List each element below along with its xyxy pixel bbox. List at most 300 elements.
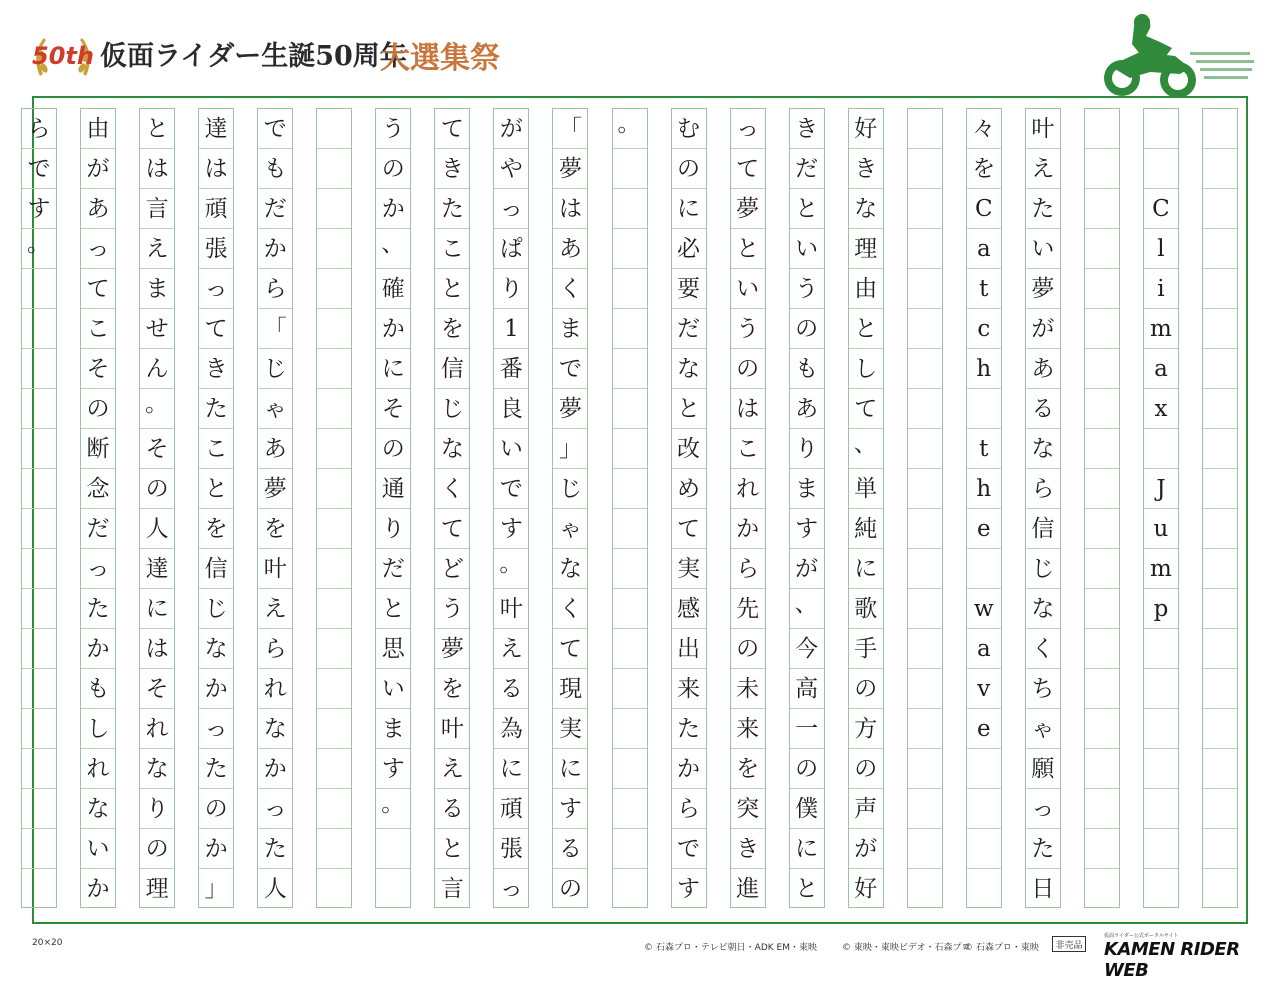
manuscript-column xyxy=(139,108,175,908)
manuscript-character: 感 xyxy=(677,595,701,622)
manuscript-character: だ xyxy=(86,515,110,542)
manuscript-character: に xyxy=(795,835,819,862)
manuscript-character: せ xyxy=(145,315,169,342)
manuscript-character: m xyxy=(1150,315,1172,342)
manuscript-character: の xyxy=(381,155,405,182)
manuscript-character: す xyxy=(499,515,523,542)
manuscript-column xyxy=(907,108,943,908)
manuscript-character: 頑 xyxy=(499,795,523,822)
manuscript-character: 。 xyxy=(145,391,169,417)
manuscript-character: い xyxy=(499,435,523,462)
manuscript-column xyxy=(671,108,707,908)
manuscript-character: l xyxy=(1157,235,1165,262)
manuscript-character: じ xyxy=(558,475,582,502)
manuscript-column xyxy=(848,108,884,908)
manuscript-character: う xyxy=(736,315,760,342)
manuscript-character: 叶 xyxy=(263,555,287,582)
manuscript-character: と xyxy=(204,475,228,502)
manuscript-character: 断 xyxy=(86,435,110,462)
manuscript-character: た xyxy=(86,595,110,622)
manuscript-character: 叶 xyxy=(440,715,464,742)
manuscript-character: a xyxy=(1154,355,1168,382)
manuscript-character: が xyxy=(86,155,110,182)
manuscript-character: な xyxy=(677,355,701,382)
manuscript-character: ゃ xyxy=(558,515,582,542)
manuscript-character: の xyxy=(86,395,110,422)
manuscript-character: 1 xyxy=(504,315,519,342)
manuscript-character: ぱ xyxy=(499,235,523,262)
manuscript-character: い xyxy=(381,675,405,702)
manuscript-character: か xyxy=(381,315,405,342)
manuscript-character: く xyxy=(558,275,582,302)
manuscript-character: っ xyxy=(86,555,110,582)
manuscript-character: き xyxy=(204,355,228,382)
manuscript-character: 今 xyxy=(795,635,819,662)
manuscript-character: 、 xyxy=(794,591,818,617)
manuscript-character: 純 xyxy=(854,515,878,542)
manuscript-character: じ xyxy=(263,355,287,382)
manuscript-character: x xyxy=(1154,395,1168,422)
manuscript-character: の xyxy=(145,475,169,502)
manuscript-character: 夢 xyxy=(558,395,582,422)
manuscript-character: 夢 xyxy=(558,155,582,182)
manuscript-character: く xyxy=(558,595,582,622)
manuscript-character: 先 xyxy=(736,595,760,622)
manuscript-character: 夢 xyxy=(1031,275,1055,302)
manuscript-character: ゃ xyxy=(263,395,287,422)
manuscript-character: 現 xyxy=(558,675,582,702)
manuscript-character: 。 xyxy=(27,231,50,257)
manuscript-character: 好 xyxy=(854,875,878,902)
manuscript-character: 出 xyxy=(677,635,701,662)
manuscript-character: h xyxy=(976,475,992,502)
anniversary-50th-logo xyxy=(32,26,94,88)
manuscript-character: か xyxy=(677,755,701,782)
manuscript-character: 信 xyxy=(1031,515,1055,542)
manuscript-character: a xyxy=(976,635,991,662)
logo-number: 50th xyxy=(32,42,94,70)
manuscript-character: 願 xyxy=(1031,755,1055,782)
manuscript-character: え xyxy=(1031,155,1055,182)
manuscript-character: う xyxy=(440,595,464,622)
manuscript-character: ま xyxy=(381,715,405,742)
manuscript-character: 進 xyxy=(736,875,760,902)
manuscript-character: 」 xyxy=(558,435,582,462)
manuscript-character: す xyxy=(795,515,819,542)
manuscript-character: す xyxy=(27,195,51,222)
manuscript-character: を xyxy=(440,675,464,702)
manuscript-character: あ xyxy=(263,435,287,462)
manuscript-character: え xyxy=(263,595,287,622)
manuscript-character: な xyxy=(854,195,878,222)
manuscript-character: い xyxy=(795,235,819,262)
manuscript-column xyxy=(257,108,293,908)
manuscript-character: と xyxy=(677,395,701,422)
manuscript-character: い xyxy=(86,835,110,862)
manuscript-character: が xyxy=(854,835,878,862)
manuscript-character: a xyxy=(976,235,991,262)
manuscript-character: e xyxy=(976,515,991,542)
copyright-1: © 石森プロ・テレビ朝日・ADK EM・東映 xyxy=(644,943,817,953)
manuscript-character: り xyxy=(145,795,169,822)
manuscript-character: す xyxy=(558,795,582,822)
manuscript-character: 叶 xyxy=(499,595,523,622)
manuscript-character: た xyxy=(1031,835,1055,862)
manuscript-character: 実 xyxy=(677,555,701,582)
manuscript-character: っ xyxy=(86,235,110,262)
manuscript-character: っ xyxy=(204,275,228,302)
manuscript-character: 理 xyxy=(145,875,169,902)
manuscript-column xyxy=(80,108,116,908)
manuscript-character: と xyxy=(381,595,405,622)
manuscript-character: に xyxy=(677,195,701,222)
rider-motorcycle-icon xyxy=(1080,8,1260,100)
manuscript-character: w xyxy=(973,595,994,622)
manuscript-column xyxy=(21,108,57,908)
manuscript-column xyxy=(434,108,470,908)
manuscript-character: の xyxy=(854,675,878,702)
manuscript-character: っ xyxy=(204,715,228,742)
manuscript-character: ま xyxy=(795,475,819,502)
manuscript-character: な xyxy=(1031,595,1055,622)
manuscript-character: 夢 xyxy=(736,195,760,222)
manuscript-character: あ xyxy=(795,395,819,422)
manuscript-character: 手 xyxy=(854,635,878,662)
manuscript-character: 僕 xyxy=(795,795,819,822)
manuscript-column xyxy=(1084,108,1120,908)
manuscript-character: は xyxy=(145,635,169,662)
manuscript-character: こ xyxy=(86,315,110,342)
manuscript-character: え xyxy=(499,635,523,662)
manuscript-character: も xyxy=(795,355,819,382)
manuscript-character: か xyxy=(263,755,287,782)
manuscript-column xyxy=(789,108,825,908)
manuscript-character: と xyxy=(854,315,878,342)
manuscript-character: が xyxy=(499,115,523,142)
manuscript-character: 日 xyxy=(1031,875,1055,902)
manuscript-character: ら xyxy=(736,555,760,582)
manuscript-character: っ xyxy=(499,195,523,222)
manuscript-character: 要 xyxy=(677,275,701,302)
manuscript-character: ら xyxy=(677,795,701,822)
manuscript-character: の xyxy=(795,315,819,342)
manuscript-character: き xyxy=(736,835,760,862)
manuscript-character: 歌 xyxy=(854,595,878,622)
manuscript-character: っ xyxy=(736,115,760,142)
manuscript-character: i xyxy=(1157,275,1165,302)
manuscript-character: く xyxy=(1031,635,1055,662)
page-title-accent: 大選集祭 xyxy=(380,41,500,76)
manuscript-character: に xyxy=(381,355,405,382)
manuscript-character: っ xyxy=(1031,795,1055,822)
manuscript-character: 信 xyxy=(204,555,228,582)
manuscript-character: じ xyxy=(1031,555,1055,582)
manuscript-column xyxy=(375,108,411,908)
manuscript-character: で xyxy=(27,155,51,182)
manuscript-character: 、 xyxy=(853,431,877,457)
manuscript-character: 一 xyxy=(795,715,819,742)
manuscript-character: 確 xyxy=(381,275,405,302)
copyright-2: © 東映・東映ビデオ・石森プロ xyxy=(842,943,971,953)
manuscript-character: き xyxy=(440,155,464,182)
manuscript-character: き xyxy=(795,115,819,142)
manuscript-character: き xyxy=(854,155,878,182)
manuscript-character: 達 xyxy=(145,555,169,582)
manuscript-character: と xyxy=(440,275,464,302)
manuscript-character: た xyxy=(263,835,287,862)
manuscript-character: t xyxy=(979,435,989,462)
manuscript-character: だ xyxy=(677,315,701,342)
manuscript-character: か xyxy=(204,675,228,702)
manuscript-character: 方 xyxy=(854,715,878,742)
manuscript-character: ら xyxy=(263,635,287,662)
manuscript-character: だ xyxy=(795,155,819,182)
manuscript-character: い xyxy=(736,275,760,302)
brand-logo xyxy=(1104,932,1280,981)
manuscript-character: ら xyxy=(263,275,287,302)
manuscript-character: 夢 xyxy=(440,635,464,662)
manuscript-character: か xyxy=(381,195,405,222)
manuscript-character: と xyxy=(145,115,169,142)
manuscript-character: C xyxy=(974,195,993,222)
manuscript-character: は xyxy=(558,195,582,222)
manuscript-character: と xyxy=(736,235,760,262)
manuscript-character: 思 xyxy=(381,635,405,662)
manuscript-character: む xyxy=(677,115,701,142)
manuscript-character: を xyxy=(972,155,996,182)
manuscript-character: C xyxy=(1152,195,1170,222)
manuscript-character: そ xyxy=(145,675,169,702)
manuscript-character: 頑 xyxy=(204,195,228,222)
manuscript-character: の xyxy=(736,635,760,662)
manuscript-character: し xyxy=(86,715,110,742)
manuscript-character: あ xyxy=(1031,355,1055,382)
manuscript-character: 来 xyxy=(677,675,701,702)
manuscript-character: 張 xyxy=(499,835,523,862)
manuscript-character: 由 xyxy=(854,275,878,302)
manuscript-character: は xyxy=(145,155,169,182)
manuscript-character: た xyxy=(440,195,464,222)
manuscript-character: て xyxy=(854,395,878,422)
manuscript-character: な xyxy=(558,555,582,582)
manuscript-character: る xyxy=(499,675,523,702)
manuscript-character: か xyxy=(86,635,110,662)
manuscript-character: 改 xyxy=(677,435,701,462)
manuscript-character: う xyxy=(795,275,819,302)
manuscript-character: 」 xyxy=(204,875,228,902)
manuscript-character: に xyxy=(145,595,169,622)
manuscript-character: 実 xyxy=(558,715,582,742)
manuscript-character: か xyxy=(263,235,287,262)
manuscript-character: は xyxy=(736,395,760,422)
manuscript-character: え xyxy=(145,235,169,262)
manuscript-character: て xyxy=(440,515,464,542)
manuscript-character: あ xyxy=(558,235,582,262)
manuscript-character: り xyxy=(499,275,523,302)
manuscript-character: て xyxy=(86,275,110,302)
manuscript-character: と xyxy=(440,835,464,862)
manuscript-character: ち xyxy=(1031,675,1055,702)
grid-size-label: 20×20 xyxy=(32,938,63,948)
page-header xyxy=(0,0,1280,94)
manuscript-character: な xyxy=(86,795,110,822)
manuscript-character: 達 xyxy=(204,115,228,142)
manuscript-character: て xyxy=(677,515,701,542)
manuscript-character: う xyxy=(381,115,405,142)
manuscript-character: 信 xyxy=(440,355,464,382)
manuscript-character: 夢 xyxy=(263,475,287,502)
manuscript-character: な xyxy=(204,635,228,662)
manuscript-character: u xyxy=(1153,515,1169,542)
manuscript-column xyxy=(1143,108,1179,908)
manuscript-character: ら xyxy=(1031,475,1055,502)
manuscript-character: か xyxy=(736,515,760,542)
manuscript-character: J xyxy=(1156,475,1166,502)
manuscript-character: 由 xyxy=(86,115,110,142)
manuscript-character: の xyxy=(558,875,582,902)
page-title: 仮面ライダー生誕50周年 xyxy=(100,41,407,72)
manuscript-character: e xyxy=(976,715,991,742)
manuscript-character: て xyxy=(558,635,582,662)
manuscript-character: 通 xyxy=(381,475,405,502)
manuscript-character: こ xyxy=(736,435,760,462)
manuscript-character: と xyxy=(795,195,819,222)
manuscript-character: の xyxy=(381,435,405,462)
manuscript-character: 好 xyxy=(854,115,878,142)
manuscript-character: 人 xyxy=(145,515,169,542)
manuscript-character: 番 xyxy=(499,355,523,382)
manuscript-column xyxy=(1025,108,1061,908)
manuscript-character: じ xyxy=(204,595,228,622)
manuscript-character: て xyxy=(736,155,760,182)
manuscript-character: は xyxy=(204,155,228,182)
manuscript-character: 理 xyxy=(854,235,878,262)
manuscript-character: や xyxy=(499,155,523,182)
manuscript-character: を xyxy=(263,515,287,542)
manuscript-character: り xyxy=(795,435,819,462)
manuscript-character: を xyxy=(736,755,760,782)
manuscript-character: の xyxy=(854,755,878,782)
manuscript-character: t xyxy=(979,275,989,302)
manuscript-character: 言 xyxy=(440,875,464,902)
manuscript-character: だ xyxy=(263,195,287,222)
manuscript-character: な xyxy=(145,755,169,782)
manuscript-character: 。 xyxy=(381,791,405,817)
manuscript-character: れ xyxy=(86,755,110,782)
manuscript-character: な xyxy=(263,715,287,742)
manuscript-character: 。 xyxy=(499,551,523,577)
manuscript-character: v xyxy=(977,675,991,702)
manuscript-character: m xyxy=(1150,555,1172,582)
manuscript-character: あ xyxy=(86,195,110,222)
manuscript-character: し xyxy=(854,355,878,382)
manuscript-character: す xyxy=(381,755,405,782)
manuscript-character: ゃ xyxy=(1031,715,1055,742)
brand-name: KAMEN RIDER WEB xyxy=(1104,939,1240,981)
manuscript-character: の xyxy=(145,835,169,862)
manuscript-character: h xyxy=(976,355,992,382)
manuscript-sheet xyxy=(27,96,1248,924)
manuscript-character: る xyxy=(558,835,582,862)
manuscript-character: く xyxy=(440,475,464,502)
manuscript-character: 言 xyxy=(145,195,169,222)
manuscript-character: ま xyxy=(145,275,169,302)
manuscript-character: も xyxy=(86,675,110,702)
manuscript-character: か xyxy=(86,875,110,902)
manuscript-character: め xyxy=(677,475,701,502)
manuscript-character: た xyxy=(1031,195,1055,222)
manuscript-character: に xyxy=(854,555,878,582)
manuscript-column xyxy=(198,108,234,908)
manuscript-character: を xyxy=(440,315,464,342)
manuscript-character: 張 xyxy=(204,235,228,262)
manuscript-character: 良 xyxy=(499,395,523,422)
manuscript-character: こ xyxy=(204,435,228,462)
manuscript-character: で xyxy=(677,835,701,862)
manuscript-character: そ xyxy=(86,355,110,382)
manuscript-character: の xyxy=(736,355,760,382)
manuscript-character: の xyxy=(677,155,701,182)
manuscript-column xyxy=(730,108,766,908)
manuscript-character: 。 xyxy=(617,111,641,137)
brand-tagline: 仮面ライダー公式ポータルサイト xyxy=(1104,933,1179,939)
manuscript-character: 未 xyxy=(736,675,760,702)
manuscript-column xyxy=(493,108,529,908)
manuscript-character: た xyxy=(677,715,701,742)
manuscript-character: ん xyxy=(145,355,169,382)
manuscript-column xyxy=(1202,108,1238,908)
manuscript-character: で xyxy=(499,475,523,502)
manuscript-character: な xyxy=(440,435,464,462)
manuscript-character: も xyxy=(263,155,287,182)
manuscript-character: て xyxy=(440,115,464,142)
manuscript-character: 、 xyxy=(381,231,405,257)
manuscript-character: た xyxy=(204,755,228,782)
manuscript-character: 来 xyxy=(736,715,760,742)
manuscript-character: p xyxy=(1153,595,1169,622)
manuscript-character: に xyxy=(499,755,523,782)
manuscript-character: ら xyxy=(27,115,51,142)
manuscript-character: の xyxy=(795,755,819,782)
not-for-sale-badge: 非売品 xyxy=(1052,936,1086,952)
manuscript-character: い xyxy=(1031,235,1055,262)
manuscript-character: で xyxy=(558,355,582,382)
manuscript-character: 「 xyxy=(558,115,582,142)
manuscript-character: 為 xyxy=(499,715,523,742)
manuscript-character: が xyxy=(1031,315,1055,342)
manuscript-character: 突 xyxy=(736,795,760,822)
manuscript-character: り xyxy=(381,515,405,542)
manuscript-character: 必 xyxy=(677,235,701,262)
manuscript-character: る xyxy=(440,795,464,822)
manuscript-character: ま xyxy=(558,315,582,342)
manuscript-character: に xyxy=(558,755,582,782)
manuscript-character: た xyxy=(204,395,228,422)
manuscript-character: を xyxy=(204,515,228,542)
manuscript-character: だ xyxy=(381,555,405,582)
manuscript-character: ど xyxy=(440,555,464,582)
manuscript-character: て xyxy=(204,315,228,342)
manuscript-character: の xyxy=(204,795,228,822)
manuscript-character: す xyxy=(677,875,701,902)
manuscript-character: で xyxy=(263,115,287,142)
manuscript-grid xyxy=(27,108,1238,908)
manuscript-character: え xyxy=(440,755,464,782)
manuscript-character: か xyxy=(204,835,228,862)
manuscript-column xyxy=(966,108,1002,908)
manuscript-character: 単 xyxy=(854,475,878,502)
manuscript-column xyxy=(552,108,588,908)
